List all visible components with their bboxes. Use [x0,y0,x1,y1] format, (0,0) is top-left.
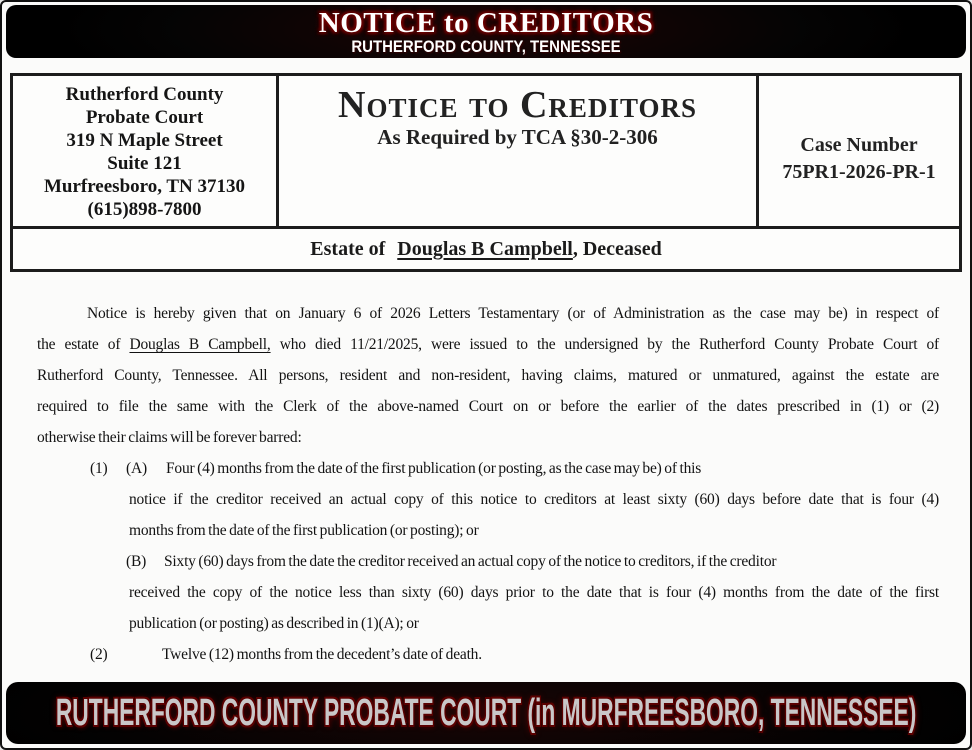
notice-title: Notice to Creditors [338,84,697,126]
paragraph-line-3: Rutherford County, Tennessee. All persons, resident and non-resident, having claims, matured or unmatured, against the estate are [37,367,939,384]
notice-body [37,298,939,670]
decedent-name: Douglas B Campbell, [129,336,271,353]
list-item-1a-text: Four (4) months from the date of the first publication (or posting, as the case may be) of this [166,460,702,477]
paragraph-line-2-post: who died 11/21/2025, were issued to the undersigned by the Rutherford County Probate Court of [270,336,940,353]
top-banner-subtitle-wrap [6,38,966,57]
court-address-line: 319 N Maple Street [66,130,223,151]
paragraph-line-4: required to file the same with the Clerk of the above-named Court on or before the earlier of the dates prescribed in (1) or (2) [37,398,939,415]
list-item-1b-text: Sixty (60) days from the date the creditor received an actual copy of the notice to creditors, if the creditor [164,553,777,570]
court-address-line: Rutherford County [65,84,224,105]
paragraph-line-1: Notice is hereby given that on January 6 of 2026 Letters Testamentary (or of Administration as the case may be) in respect of [87,305,939,322]
bottom-banner-text: RUTHERFORD COUNTY PROBATE COURT (in MURFREESBORO, TENNESSEE) [55,692,917,734]
court-address-line: Probate Court [85,107,204,128]
court-address-line: Murfreesboro, TN 37130 [43,176,246,197]
list-letter-b: (B) [126,553,147,570]
list-item-1b-line3: publication (or posting) as described in (1)(A); or [129,615,419,632]
list-item-1b-line1 [126,546,939,577]
list-item-1a-line1 [90,453,939,484]
list-item-1b-line2: received the copy of the notice less than sixty (60) days prior to the date that is four (4) months from the date of the first [129,584,939,601]
paragraph-line-2-pre: the estate of [37,336,130,353]
list-item-1a-line2: notice if the creditor received an actual copy of this notice to creditors at least sixty (60) days before date that is four (4) [129,491,939,508]
list-number-2: (2) [90,646,108,663]
estate-suffix: , Deceased [572,238,662,260]
notice-subtitle: As Required by TCA §30-2-306 [377,125,658,149]
notice-header-table [10,73,962,272]
court-address-line: (615)898-7800 [87,199,202,220]
top-banner-subtitle: RUTHERFORD COUNTY, TENNESSEE [351,37,621,56]
court-address-line: Suite 121 [107,153,182,174]
paragraph-line-5: otherwise their claims will be forever barred: [37,429,302,446]
paragraph-line-2 [37,329,939,360]
case-number-cell [759,76,959,226]
list-item-2-text: Twelve (12) months from the decedent’s date of death. [162,646,482,663]
top-banner [6,5,966,58]
estate-line [13,226,959,269]
bottom-banner [6,682,966,744]
estate-prefix: Estate of [310,238,391,260]
notice-title-cell [279,76,759,226]
case-number-label: Case Number [800,134,918,156]
list-number-1: (1) [90,460,108,477]
estate-name: Douglas B Campbell [397,238,573,260]
list-letter-a: (A) [126,460,147,477]
case-number-value: 75PR1-2026-PR-1 [782,161,936,183]
top-banner-title: NOTICE to CREDITORS [318,7,654,39]
list-item-1a-line3: months from the date of the first publication (or posting); or [129,522,479,539]
list-item-2 [90,639,939,670]
court-address-cell [13,76,279,226]
